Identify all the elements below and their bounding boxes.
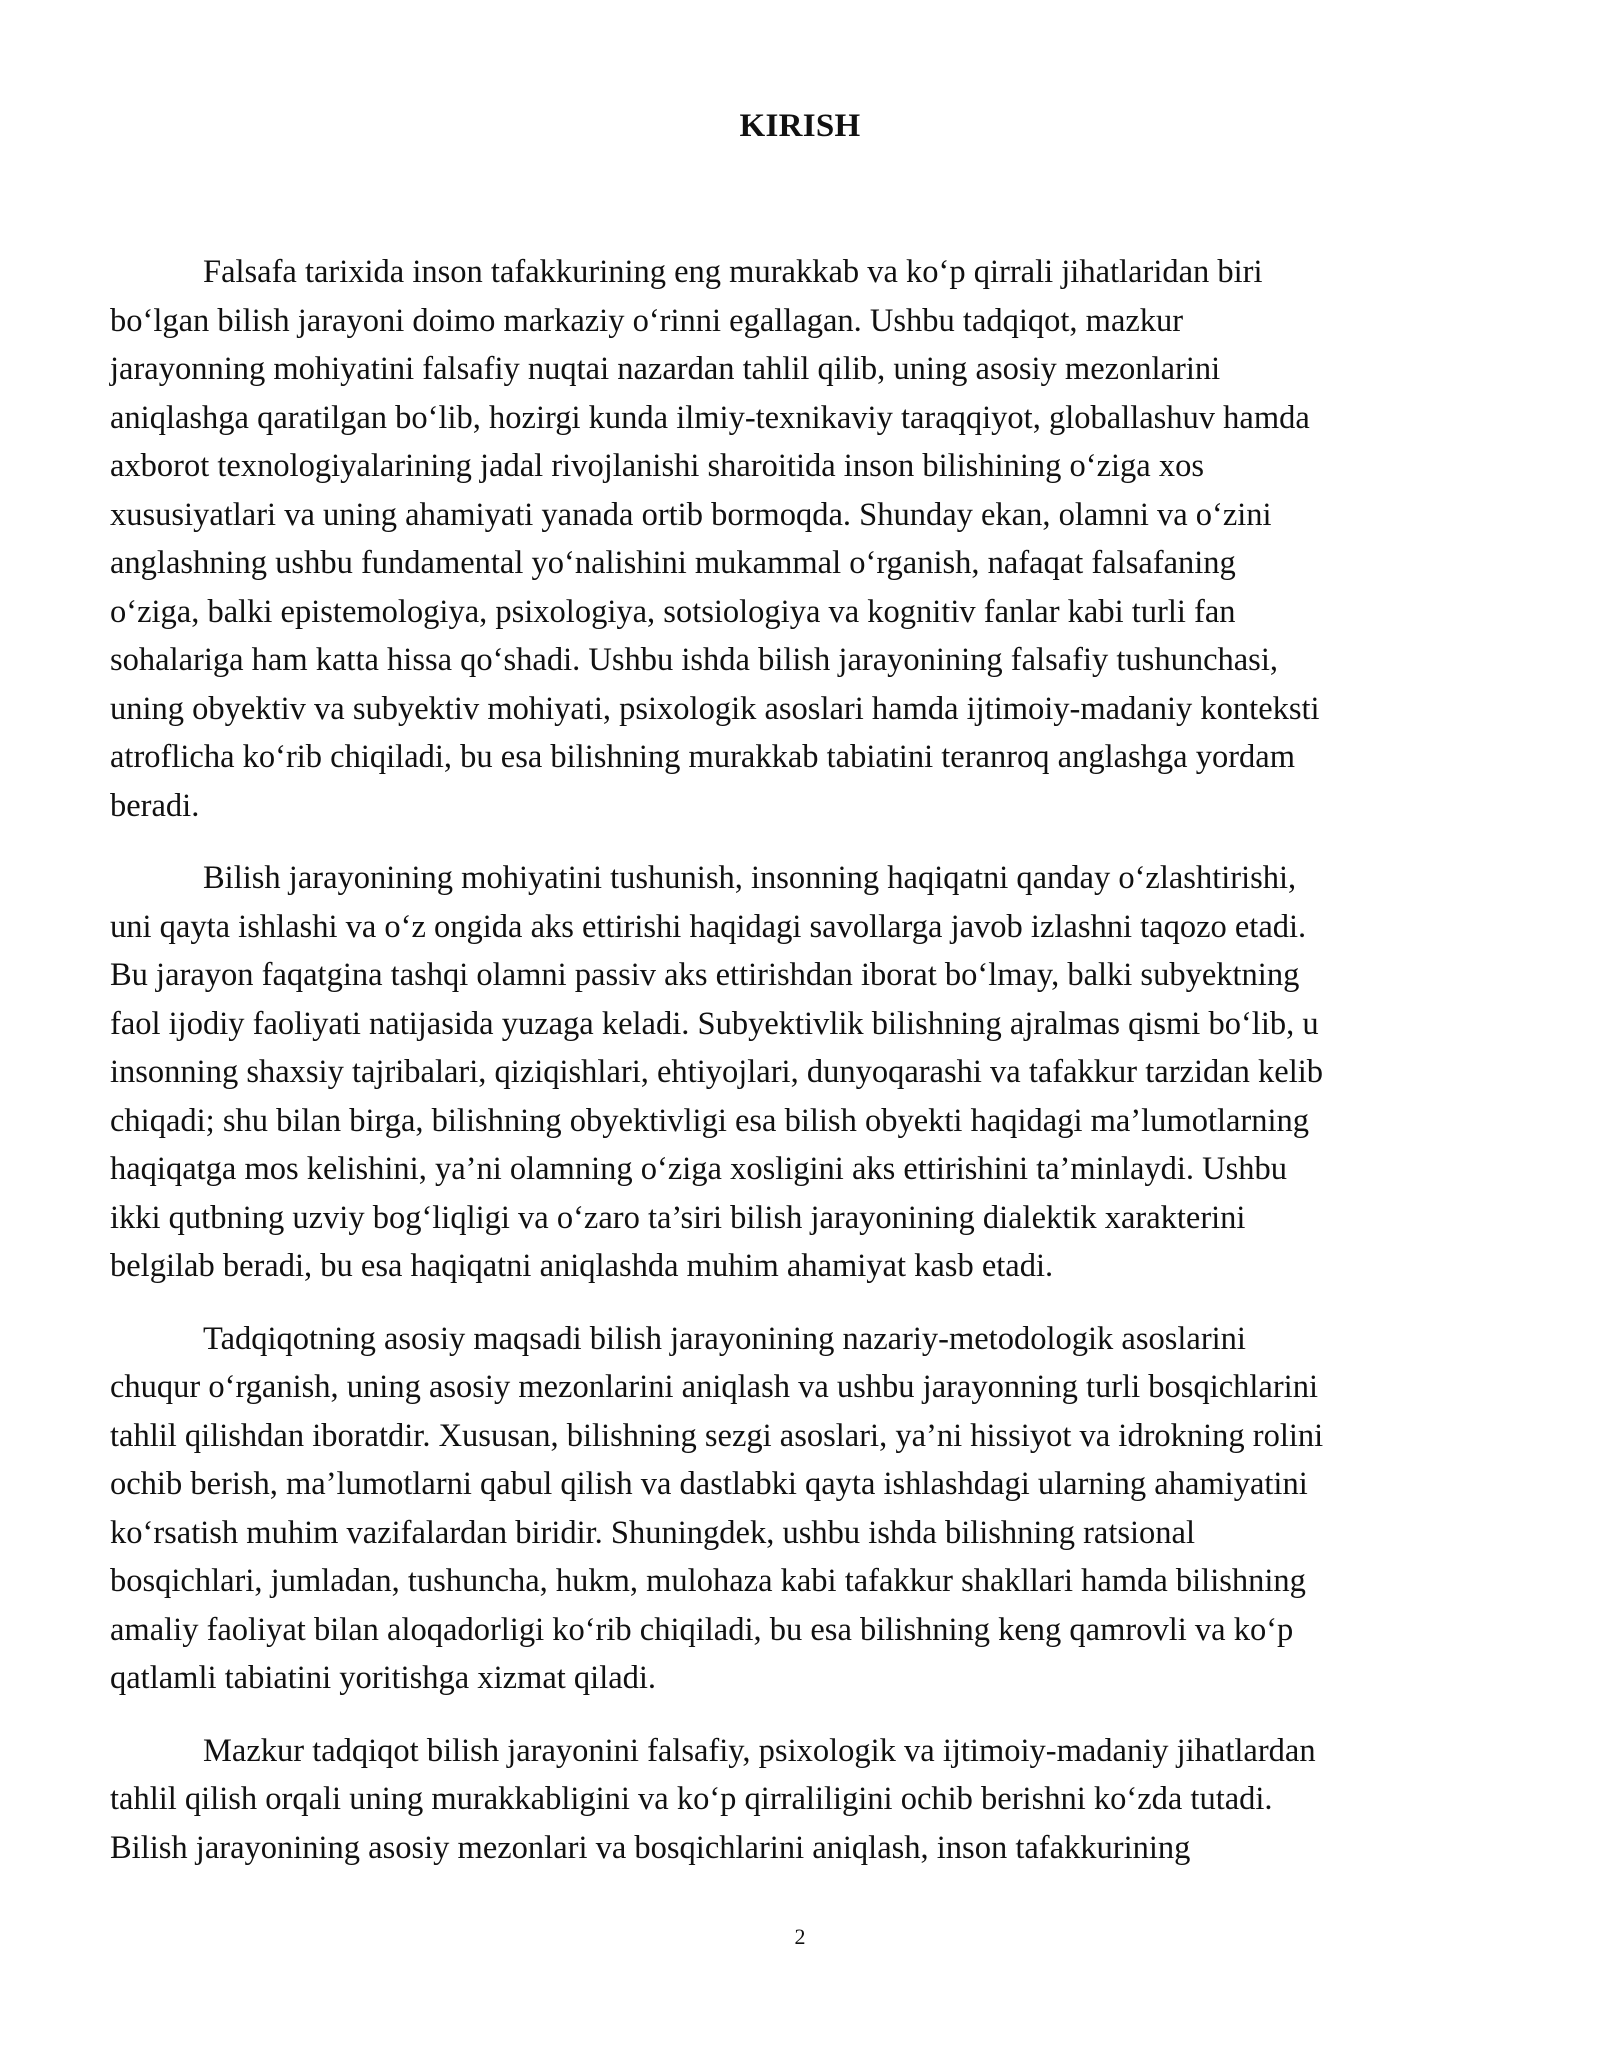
text-line: ko‘rsatish muhim vazifalardan biridir. Shuningdek, ushbu ishda bilishning ratsional	[110, 1514, 1195, 1551]
text-line: chuqur o‘rganish, uning asosiy mezonlarini aniqlash va ushbu jarayonning turli bosqichlarini	[110, 1369, 1318, 1405]
text-line: tahlil qilish orqali uning murakkabligini va ko‘p qirraliligini ochib berishni ko‘zda tutadi.	[110, 1781, 1273, 1817]
text-line: atroflicha ko‘rib chiqiladi, bu esa bilishning murakkab tabiatini teranroq anglashga yordam	[110, 739, 1295, 775]
text-line: uning obyektiv va subyektiv mohiyati, psixologik asoslari hamda ijtimoiy-madaniy konteksti	[110, 690, 1320, 727]
text-line: sohalariga ham katta hissa qo‘shadi. Ushbu ishda bilish jarayonining falsafiy tushunchasi,	[110, 642, 1278, 678]
text-line: jarayonning mohiyatini falsafiy nuqtai nazardan tahlil qilib, uning asosiy mezonlarini	[110, 351, 1221, 387]
text-line: uni qayta ishlashi va o‘z ongida aks ettirishi haqidagi savollarga javob izlashni taqozo etadi.	[110, 908, 1307, 945]
page-number: 2	[794, 1924, 806, 1949]
text-line: xususiyatlari va uning ahamiyati yanada ortib bormoqda. Shunday ekan, olamni va o‘zini	[110, 496, 1272, 533]
text-line: beradi.	[110, 787, 200, 824]
paragraph	[110, 854, 1492, 1291]
body-text	[110, 248, 1492, 1896]
text-line: anglashning ushbu fundamental yo‘nalishini mukammal o‘rganish, nafaqat falsafaning	[110, 545, 1236, 581]
text-line: o‘ziga, balki epistemologiya, psixologiya, sotsiologiya va kognitiv fanlar kabi turli fan	[110, 593, 1236, 630]
text-line: faol ijodiy faoliyati natijasida yuzaga keladi. Subyektivlik bilishning ajralmas qismi bo‘lib, u	[110, 1005, 1319, 1042]
text-line: insonning shaxsiy tajribalari, qiziqishlari, ehtiyojlari, dunyoqarashi va tafakkur tarzidan kelib	[110, 1054, 1324, 1090]
text-line: Bilish jarayonining mohiyatini tushunish, insonning haqiqatni qanday o‘zlashtirishi,	[203, 860, 1297, 896]
paragraph	[110, 248, 1492, 830]
text-line: Tadqiqotning asosiy maqsadi bilish jarayonining nazariy-metodologik asoslarini	[203, 1320, 1246, 1357]
text-line: belgilab beradi, bu esa haqiqatni aniqlashda muhim ahamiyat kasb etadi.	[110, 1248, 1054, 1284]
text-line: qatlamli tabiatini yoritishga xizmat qiladi.	[110, 1660, 657, 1696]
text-line: Bu jarayon faqatgina tashqi olamni passiv aks ettirishdan iborat bo‘lmay, balki subyektning	[110, 957, 1300, 993]
text-line: ikki qutbning uzviy bog‘liqligi va o‘zaro ta’siri bilish jarayonining dialektik xarakterini	[110, 1199, 1246, 1236]
paragraph	[110, 1315, 1492, 1703]
text-line: bo‘lgan bilish jarayoni doimo markaziy o‘rinni egallagan. Ushbu tadqiqot, mazkur	[110, 302, 1184, 339]
text-line: Mazkur tadqiqot bilish jarayonini falsafiy, psixologik va ijtimoiy-madaniy jihatlardan	[203, 1732, 1316, 1769]
text-line: tahlil qilishdan iboratdir. Xususan, bilishning sezgi asoslari, ya’ni hissiyot va idrokning rolini	[110, 1417, 1324, 1454]
paragraph	[110, 1727, 1492, 1873]
text-line: amaliy faoliyat bilan aloqadorligi ko‘rib chiqiladi, bu esa bilishning keng qamrovli va ko‘p	[110, 1611, 1294, 1648]
page-title: KIRISH	[739, 108, 861, 144]
text-line: axborot texnologiyalarining jadal rivojlanishi sharoitida inson bilishining o‘ziga xos	[110, 448, 1204, 484]
text-line: aniqlashga qaratilgan bo‘lib, hozirgi kunda ilmiy-texnikaviy taraqqiyot, globallashuv hamda	[110, 399, 1310, 436]
text-line: haqiqatga mos kelishini, ya’ni olamning o‘ziga xosligini aks ettirishini ta’minlaydi. Ushbu	[110, 1151, 1288, 1187]
text-line: Bilish jarayonining asosiy mezonlari va bosqichlarini aniqlash, inson tafakkurining	[110, 1829, 1191, 1866]
text-line: chiqadi; shu bilan birga, bilishning obyektivligi esa bilish obyekti haqidagi ma’lumotlarning	[110, 1102, 1310, 1139]
text-line: Falsafa tarixida inson tafakkurining eng murakkab va ko‘p qirrali jihatlaridan biri	[203, 254, 1263, 290]
text-line: bosqichlari, jumladan, tushuncha, hukm, mulohaza kabi tafakkur shakllari hamda bilishning	[110, 1563, 1306, 1599]
text-line: ochib berish, ma’lumotlarni qabul qilish va dastlabki qayta ishlashdagi ularning ahamiyatini	[110, 1466, 1308, 1502]
